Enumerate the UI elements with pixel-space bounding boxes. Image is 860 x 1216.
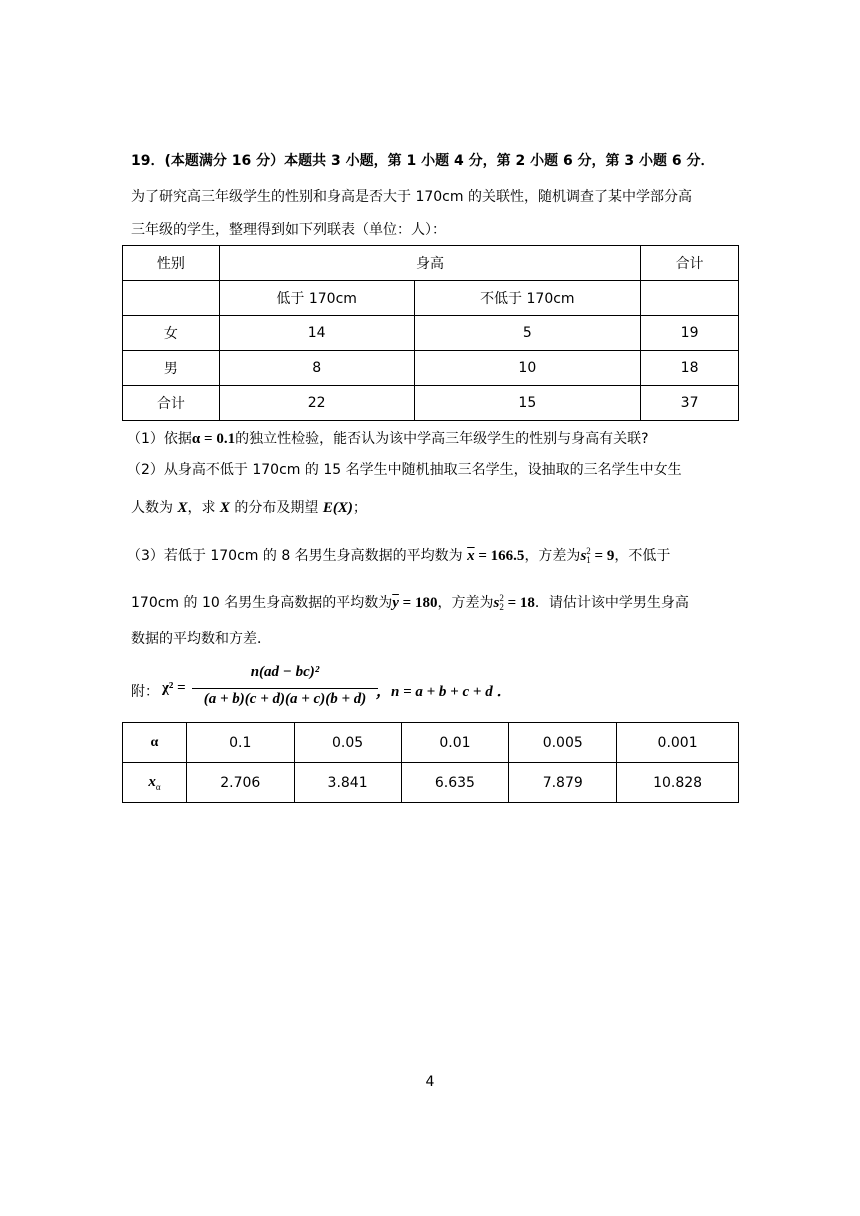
question-1: [127, 428, 649, 448]
q2-text-b: ，求: [187, 500, 216, 516]
alpha-value: 0.1: [186, 723, 294, 763]
q2-expectation: E(X): [322, 500, 353, 516]
q3-text-e: ，方差为: [437, 595, 494, 611]
critical-value-table: [122, 722, 739, 803]
cell-high: 5: [414, 316, 641, 351]
header-height: 身高: [219, 246, 640, 281]
row-label: 男: [123, 351, 220, 386]
appendix-tail: ，n = a + b + c + d ．: [376, 684, 512, 700]
table-subheader-row: [123, 281, 739, 316]
q3-text-a: （3）若低于 170cm 的 8 名男生身高数据的平均数为: [127, 548, 463, 564]
q3-mean-x: $\overline{x}$: [467, 548, 475, 564]
q3-var1-sup: 2: [586, 546, 591, 556]
q1-suffix: 的独立性检验，能否认为该中学高三年级学生的性别与身高有关联?: [235, 431, 649, 447]
problem-header: 19．(本题满分 16 分）本题共 3 小题，第 1 小题 4 分，第 2 小题 6 分，第 3 小题 6 分．: [131, 153, 715, 169]
fraction-bar: [192, 688, 378, 689]
header-total: 合计: [641, 246, 739, 281]
question-2-line-2: [131, 497, 367, 517]
question-2-line-1: （2）从身高不低于 170cm 的 15 名学生中随机抽取三名学生，设抽取的三名学生中女生: [127, 462, 682, 478]
alpha-value: 0.05: [294, 723, 401, 763]
alpha-label: α: [123, 723, 187, 763]
q2-var-x-2: X: [219, 500, 230, 516]
q3-mean-y-value: = 180: [398, 595, 438, 611]
x-sub: α: [155, 781, 161, 792]
cell-low: 14: [219, 316, 414, 351]
table-row: [123, 316, 739, 351]
cell-high: 10: [414, 351, 641, 386]
chi-square-fraction: [192, 664, 378, 712]
empty-cell: [641, 281, 739, 316]
header-gender: 性别: [123, 246, 220, 281]
intro-line-2: 三年级的学生，整理得到如下列联表（单位：人）：: [131, 222, 446, 238]
x-alpha-label: [123, 763, 187, 803]
cell-total: 18: [641, 351, 739, 386]
critical-value: 3.841: [294, 763, 401, 803]
row-label: 合计: [123, 386, 220, 421]
question-3-line-1: [127, 545, 670, 565]
empty-cell: [123, 281, 220, 316]
contingency-table: [122, 245, 739, 421]
fraction-denominator: (a + b)(c + d)(a + c)(b + d): [203, 691, 367, 707]
q2-end: ；: [352, 500, 367, 516]
table-row: [123, 386, 739, 421]
x-label: x: [148, 773, 156, 790]
alpha-value: 0.005: [509, 723, 617, 763]
q3-var2-sup: 2: [499, 593, 504, 603]
row-label: 女: [123, 316, 220, 351]
cell-low: 22: [219, 386, 414, 421]
fraction-numerator: n(ad − bc)²: [250, 664, 320, 680]
critical-value: 6.635: [401, 763, 509, 803]
q3-var2-value: = 18: [503, 595, 535, 611]
q3-text-c: ，不低于: [614, 548, 671, 564]
alpha-value: 0.001: [617, 723, 739, 763]
cell-high: 15: [414, 386, 641, 421]
alpha-row: [123, 723, 739, 763]
critical-row: [123, 763, 739, 803]
table-row: [123, 351, 739, 386]
critical-value: 7.879: [509, 763, 617, 803]
page-number: 4: [425, 1074, 435, 1090]
q2-text-a: 人数为: [131, 500, 173, 516]
subheader-low: 低于 170cm: [219, 281, 414, 316]
q1-prefix: （1）依据: [127, 431, 192, 447]
alpha-value: 0.01: [401, 723, 509, 763]
q3-var1-s: s: [580, 548, 587, 564]
cell-total: 37: [641, 386, 739, 421]
q3-text-b: ，方差为: [524, 548, 581, 564]
q3-var1-value: = 9: [590, 548, 615, 564]
chi-square-symbol: χ² =: [162, 680, 186, 696]
q3-var1-sub: 1: [586, 555, 591, 565]
question-3-line-2: [131, 592, 689, 612]
critical-value: 2.706: [186, 763, 294, 803]
subheader-high: 不低于 170cm: [414, 281, 641, 316]
q1-alpha: α = 0.1: [191, 431, 236, 447]
q2-var-x: X: [177, 500, 188, 516]
q3-mean-x-value: = 166.5: [474, 548, 525, 564]
critical-value: 10.828: [617, 763, 739, 803]
question-3-line-3: 数据的平均数和方差．: [131, 631, 271, 647]
table-header-row: [123, 246, 739, 281]
q3-mean-y: $\overline{y}$: [392, 595, 399, 611]
q3-var2-sub: 2: [499, 602, 504, 612]
intro-line-1: 为了研究高三年级学生的性别和身高是否大于 170cm 的关联性，随机调查了某中学部分高: [131, 189, 692, 205]
cell-low: 8: [219, 351, 414, 386]
q3-text-d: 170cm 的 10 名男生身高数据的平均数为: [131, 595, 393, 611]
q2-text-c: 的分布及期望: [234, 500, 319, 516]
appendix-label: 附：: [131, 684, 159, 700]
q3-text-f: ．请估计该中学男生身高: [534, 595, 689, 611]
cell-total: 19: [641, 316, 739, 351]
q3-var2-s: s: [493, 595, 500, 611]
